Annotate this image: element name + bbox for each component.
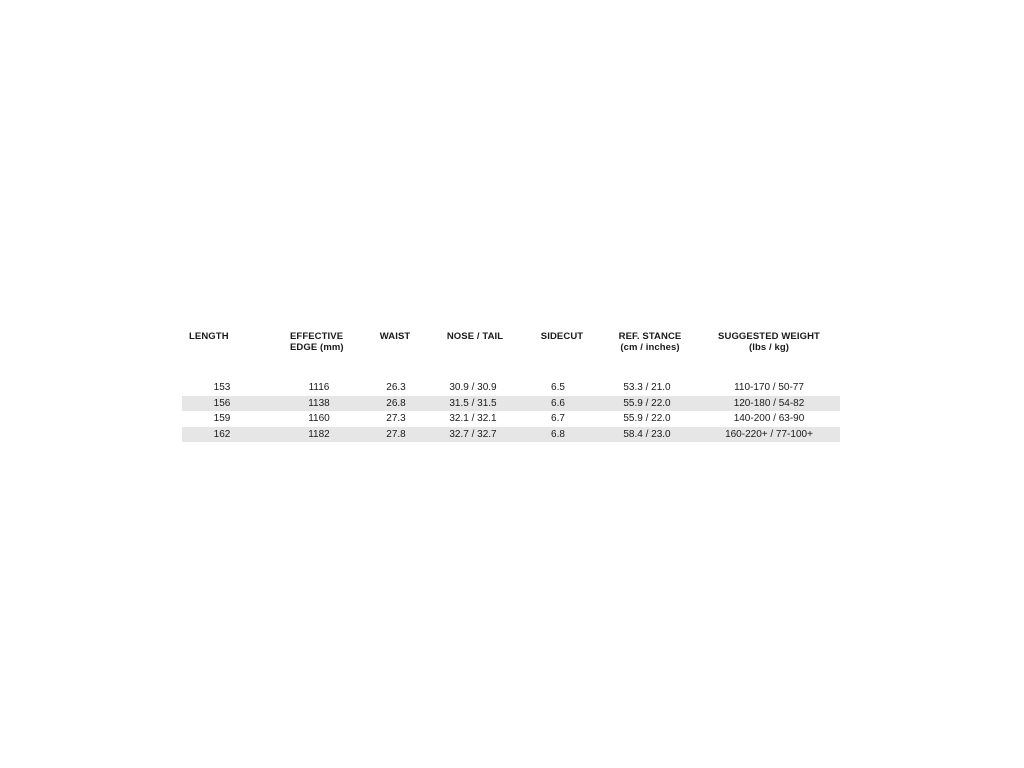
- cell-nose-tail: 30.9 / 30.9: [449, 382, 497, 393]
- cell-sidecut: 6.5: [551, 382, 565, 393]
- header-sidecut: [534, 331, 590, 342]
- header-length-label: LENGTH: [189, 331, 229, 342]
- header-ref-stance-line2: (cm / inches): [620, 342, 680, 353]
- header-ref-stance-line1: REF. STANCE: [618, 331, 682, 342]
- table-row: [182, 380, 840, 396]
- cell-effective-edge: 1138: [308, 397, 330, 409]
- cell-effective-edge: 1160: [308, 413, 330, 424]
- header-suggested-weight-line1: SUGGESTED WEIGHT: [718, 331, 820, 342]
- table-row: [182, 396, 840, 412]
- cell-nose-tail: 31.5 / 31.5: [449, 397, 497, 409]
- header-effective-edge: [290, 331, 360, 353]
- header-nose-tail-label: NOSE / TAIL: [446, 331, 504, 342]
- header-suggested-weight: [710, 331, 828, 353]
- cell-ref-stance: 55.9 / 22.0: [623, 413, 671, 424]
- header-effective-edge-line2: EDGE (mm): [290, 342, 344, 353]
- cell-length: 159: [213, 413, 231, 424]
- cell-effective-edge: 1182: [308, 428, 330, 440]
- header-waist: [375, 331, 415, 342]
- header-effective-edge-line1: EFFECTIVE: [290, 331, 344, 342]
- cell-waist: 26.3: [386, 382, 406, 393]
- cell-nose-tail: 32.7 / 32.7: [449, 428, 497, 440]
- cell-sidecut: 6.7: [551, 413, 565, 424]
- header-waist-label: WAIST: [379, 331, 411, 342]
- cell-ref-stance: 58.4 / 23.0: [623, 428, 671, 440]
- cell-waist: 27.3: [386, 413, 406, 424]
- cell-effective-edge: 1116: [308, 382, 330, 393]
- cell-waist: 26.8: [386, 397, 406, 409]
- cell-ref-stance: 55.9 / 22.0: [623, 397, 671, 409]
- cell-sidecut: 6.6: [551, 397, 565, 409]
- header-nose-tail: [440, 331, 510, 342]
- cell-suggested-weight: 110-170 / 50-77: [734, 382, 804, 393]
- table-header-row: [182, 331, 840, 379]
- table-row: [182, 427, 840, 443]
- header-ref-stance: [610, 331, 690, 353]
- spec-table: [182, 331, 840, 440]
- cell-length: 156: [213, 397, 231, 409]
- header-length: [189, 331, 249, 342]
- cell-sidecut: 6.8: [551, 428, 565, 440]
- cell-suggested-weight: 160-220+ / 77-100+: [725, 428, 813, 440]
- header-suggested-weight-line2: (lbs / kg): [748, 342, 790, 353]
- cell-length: 162: [213, 428, 231, 440]
- header-sidecut-label: SIDECUT: [540, 331, 584, 342]
- cell-nose-tail: 32.1 / 32.1: [449, 413, 497, 424]
- cell-waist: 27.8: [386, 428, 406, 440]
- cell-suggested-weight: 140-200 / 63-90: [733, 413, 805, 424]
- table-row: [182, 411, 840, 427]
- cell-length: 153: [213, 382, 231, 393]
- cell-suggested-weight: 120-180 / 54-82: [733, 397, 805, 409]
- table-body: [182, 380, 840, 442]
- cell-ref-stance: 53.3 / 21.0: [623, 382, 671, 393]
